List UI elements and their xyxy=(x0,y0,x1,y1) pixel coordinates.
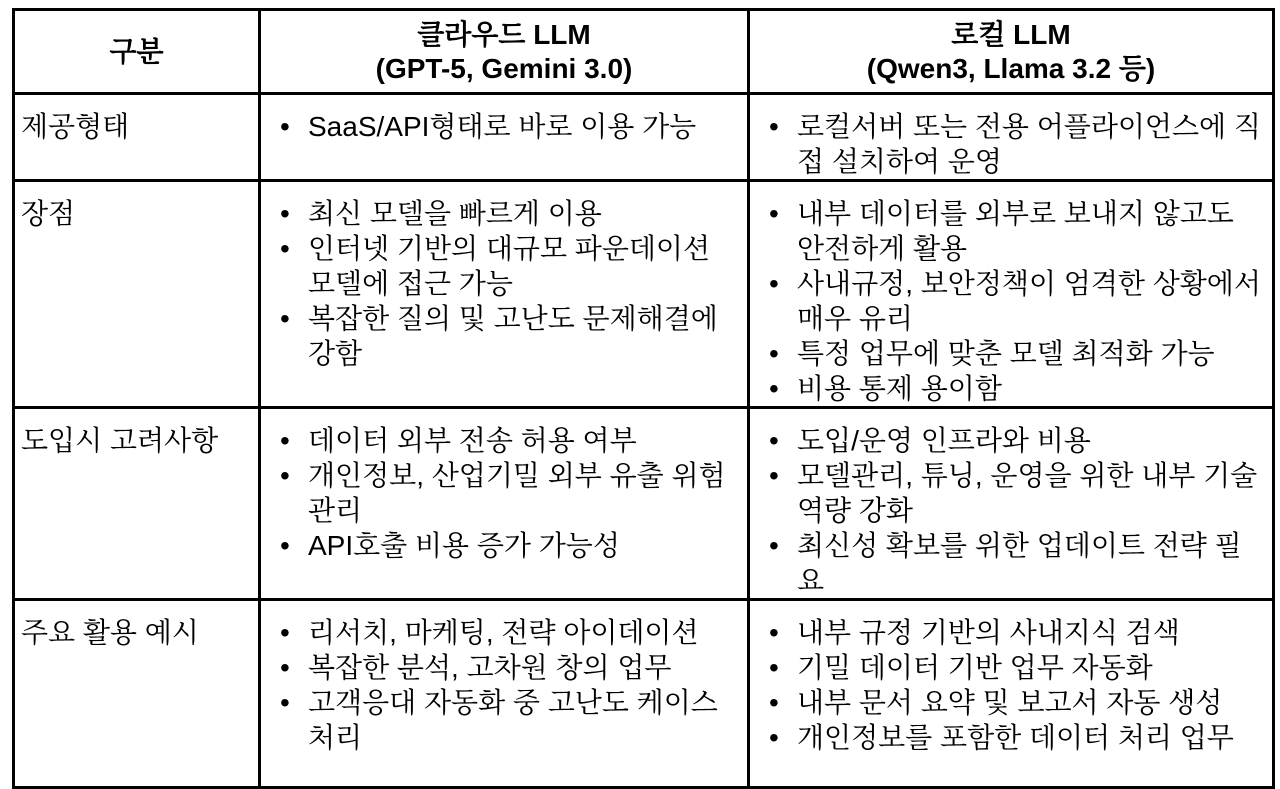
bullet-item: • 내부 문서 요약 및 보고서 자동 생성 xyxy=(750,685,1266,720)
header-local-subtitle: (Qwen3, Llama 3.2 등) xyxy=(866,52,1156,84)
llm-comparison-table xyxy=(12,8,1275,789)
bullet-item: • 복잡한 분석, 고차원 창의 업무 xyxy=(261,650,741,685)
bullet-item: • 인터넷 기반의 대규모 파운데이션 모델에 접근 가능 xyxy=(261,231,741,301)
cloud-cell xyxy=(260,94,749,181)
bullet-list xyxy=(750,196,1266,406)
header-local-title: 로컬 LLM xyxy=(951,18,1071,50)
bullet-item: • 최신 모델을 빠르게 이용 xyxy=(261,196,741,231)
bullet-item: • 복잡한 질의 및 고난도 문제해결에 강함 xyxy=(261,301,741,371)
bullet-item: • 내부 데이터를 외부로 보내지 않고도 안전하게 활용 xyxy=(750,196,1266,266)
header-category-label: 구분 xyxy=(109,35,164,67)
bullet-item: • API호출 비용 증가 가능성 xyxy=(261,528,741,563)
cloud-cell xyxy=(260,600,749,788)
bullet-item: • SaaS/API형태로 바로 이용 가능 xyxy=(261,109,741,144)
cloud-cell xyxy=(260,181,749,408)
table-row-advantages xyxy=(14,181,1274,408)
row-label: 도입시 고려사항 xyxy=(14,408,260,600)
local-cell xyxy=(749,600,1274,788)
bullet-item: • 비용 통제 용이함 xyxy=(750,371,1266,406)
header-cloud-subtitle: (GPT-5, Gemini 3.0) xyxy=(375,52,633,84)
bullet-list xyxy=(261,109,741,144)
bullet-item: • 사내규정, 보안정책이 엄격한 상황에서 매우 유리 xyxy=(750,266,1266,336)
local-cell xyxy=(749,408,1274,600)
bullet-item: • 내부 규정 기반의 사내지식 검색 xyxy=(750,615,1266,650)
row-label: 제공형태 xyxy=(14,94,260,181)
bullet-item: • 고객응대 자동화 중 고난도 케이스 처리 xyxy=(261,685,741,755)
bullet-item: • 개인정보를 포함한 데이터 처리 업무 xyxy=(750,720,1266,755)
header-cloud-title: 클라우드 LLM xyxy=(417,18,591,50)
local-cell xyxy=(749,94,1274,181)
header-cloud-llm xyxy=(260,10,749,94)
bullet-list xyxy=(750,615,1266,755)
bullet-item: • 개인정보, 산업기밀 외부 유출 위험 관리 xyxy=(261,458,741,528)
bullet-item: • 도입/운영 인프라와 비용 xyxy=(750,423,1266,458)
bullet-list xyxy=(750,423,1266,598)
bullet-item: • 데이터 외부 전송 허용 여부 xyxy=(261,423,741,458)
bullet-list xyxy=(750,109,1266,179)
table-row-main-use-cases xyxy=(14,600,1274,788)
bullet-item: • 로컬서버 또는 전용 어플라이언스에 직접 설치하여 운영 xyxy=(750,109,1266,179)
table-header-row xyxy=(14,10,1274,94)
row-label: 장점 xyxy=(14,181,260,408)
table-row-provision-form xyxy=(14,94,1274,181)
header-local-llm xyxy=(749,10,1274,94)
header-category xyxy=(14,10,260,94)
bullet-item: • 최신성 확보를 위한 업데이트 전략 필요 xyxy=(750,528,1266,598)
table-row-adoption-considerations xyxy=(14,408,1274,600)
bullet-item: • 모델관리, 튜닝, 운영을 위한 내부 기술 역량 강화 xyxy=(750,458,1266,528)
bullet-item: • 기밀 데이터 기반 업무 자동화 xyxy=(750,650,1266,685)
bullet-item: • 특정 업무에 맞춘 모델 최적화 가능 xyxy=(750,336,1266,371)
bullet-list xyxy=(261,423,741,563)
bullet-list xyxy=(261,196,741,371)
bullet-list xyxy=(261,615,741,755)
bullet-item: • 리서치, 마케팅, 전략 아이데이션 xyxy=(261,615,741,650)
cloud-cell xyxy=(260,408,749,600)
local-cell xyxy=(749,181,1274,408)
row-label: 주요 활용 예시 xyxy=(14,600,260,788)
